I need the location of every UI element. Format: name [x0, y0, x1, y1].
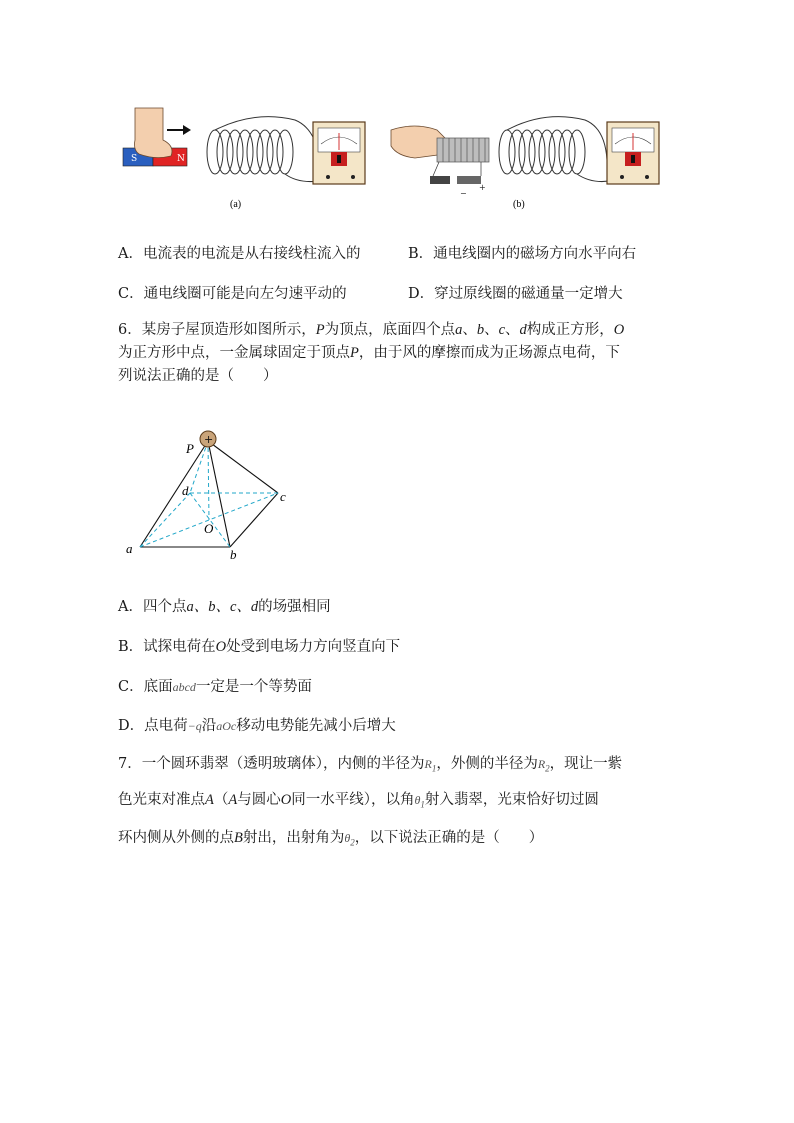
q5-option-a: A．电流表的电流是从右接线柱流入的: [118, 246, 361, 262]
label-O: O: [204, 521, 214, 536]
q7-stem-line3: [118, 828, 543, 852]
q6-option-text: C．底面: [118, 679, 173, 695]
caption-b: (b): [513, 199, 525, 210]
q7-text: ，以下说法正确的是（ ）: [354, 830, 544, 846]
q6-option-text: A．四个点: [118, 599, 187, 615]
var-O: O: [215, 639, 227, 655]
q7-text: ，外侧的半径为: [436, 756, 538, 772]
caption-a: (a): [230, 199, 242, 210]
battery-switch: [430, 162, 486, 198]
var-points: a、b、c、d: [186, 599, 259, 615]
var-aOc: aOc: [216, 719, 237, 733]
q5-option-c: C．通电线圈可能是向左匀速平动的: [118, 286, 347, 302]
magnet-n-label: N: [177, 154, 185, 164]
q7-text: 色光束对准点: [118, 792, 205, 808]
q7-text: 同一水平线），以角: [291, 792, 415, 808]
q6-option-text: 的场强相同: [258, 599, 331, 615]
q7-text: 射出，出射角为: [242, 830, 345, 846]
q6-option-d: [118, 716, 396, 736]
var-b: b: [476, 322, 485, 338]
var-A: A: [228, 792, 238, 808]
q6-option-c: [118, 677, 312, 697]
var-O: O: [613, 322, 625, 338]
q6-option-text: 沿: [201, 718, 217, 734]
small-coil-b: [437, 138, 489, 162]
var-minus-q: −q: [187, 719, 202, 733]
q6-text: 为顶点，底面四个点: [324, 322, 456, 338]
q6-text: 构成正方形，: [526, 322, 614, 338]
induction-experiment-figure: [115, 100, 675, 215]
var-theta1: $\theta_1$: [414, 793, 425, 810]
q6-text: 、: [484, 322, 499, 338]
q6-text: 、: [462, 322, 477, 338]
q7-text: （: [213, 792, 229, 808]
q6-text: 为正方形中点，一金属球固定于顶点: [118, 345, 350, 361]
var-theta2: $\theta_2$: [344, 831, 355, 848]
var-d: d: [519, 322, 527, 338]
arrow-right-icon: [167, 125, 191, 135]
q7-text: 7．一个圆环翡翠（透明玻璃体），内侧的半径为: [118, 756, 425, 772]
q6-option-text: 一定是一个等势面: [195, 679, 312, 695]
var-P: P: [350, 345, 359, 361]
svg-text:−: −: [460, 189, 467, 198]
q7-text: ，现让一紫: [549, 756, 623, 772]
galvanometer-a: [313, 122, 365, 184]
var-R2: $R_2$: [537, 757, 550, 774]
coil-a: [207, 117, 325, 182]
var-O: O: [280, 792, 292, 808]
q5-option-d: D．穿过原线圈的磁通量一定增大: [408, 286, 623, 302]
q7-stem-line1: [118, 754, 622, 778]
magnet-s-label: S: [131, 154, 138, 164]
label-a: a: [126, 541, 133, 556]
var-c: c: [498, 322, 506, 338]
var-a: a: [455, 322, 463, 338]
coil-b: [499, 117, 615, 182]
label-c: c: [280, 489, 286, 504]
q6-option-text: 移动电势能先减小后增大: [236, 718, 396, 734]
q7-text: 环内侧从外侧的点: [118, 830, 234, 846]
q7-stem-line2: [118, 790, 599, 814]
label-d: d: [182, 483, 189, 498]
galvanometer-b: [607, 122, 659, 184]
q6-option-text: 处受到电场力方向竖直向下: [226, 639, 401, 655]
q6-text: 、: [505, 322, 520, 338]
var-abcd: abcd: [172, 680, 196, 694]
var-R1: $R_1$: [424, 757, 437, 774]
var-P: P: [315, 322, 325, 338]
q6-text: 6．某房子屋顶造形如图所示，: [118, 322, 316, 338]
charge-sign: +: [204, 433, 214, 446]
var-A: A: [205, 792, 214, 808]
label-b: b: [230, 547, 237, 562]
foot-icon: [135, 108, 173, 158]
q6-stem-line1: [118, 320, 624, 340]
q6-option-text: B．试探电荷在: [118, 639, 216, 655]
q6-option-b: [118, 637, 400, 657]
svg-text:+: +: [479, 183, 486, 192]
q7-text: 与圆心: [237, 792, 281, 808]
label-P: P: [186, 441, 194, 456]
q6-option-a: [118, 597, 331, 617]
q6-stem-line3: 列说法正确的是（ ）: [118, 368, 278, 384]
q7-text: 射入翡翠，光束恰好切过圆: [424, 792, 599, 808]
q6-text: ，由于风的摩擦而成为正场源点电荷，下: [358, 345, 620, 361]
var-B: B: [234, 830, 243, 846]
q6-stem-line2: [118, 343, 620, 363]
q6-option-text: D．点电荷: [118, 718, 188, 734]
q5-option-b: B．通电线圈内的磁场方向水平向右: [408, 246, 637, 262]
pyramid-figure: [118, 425, 298, 565]
